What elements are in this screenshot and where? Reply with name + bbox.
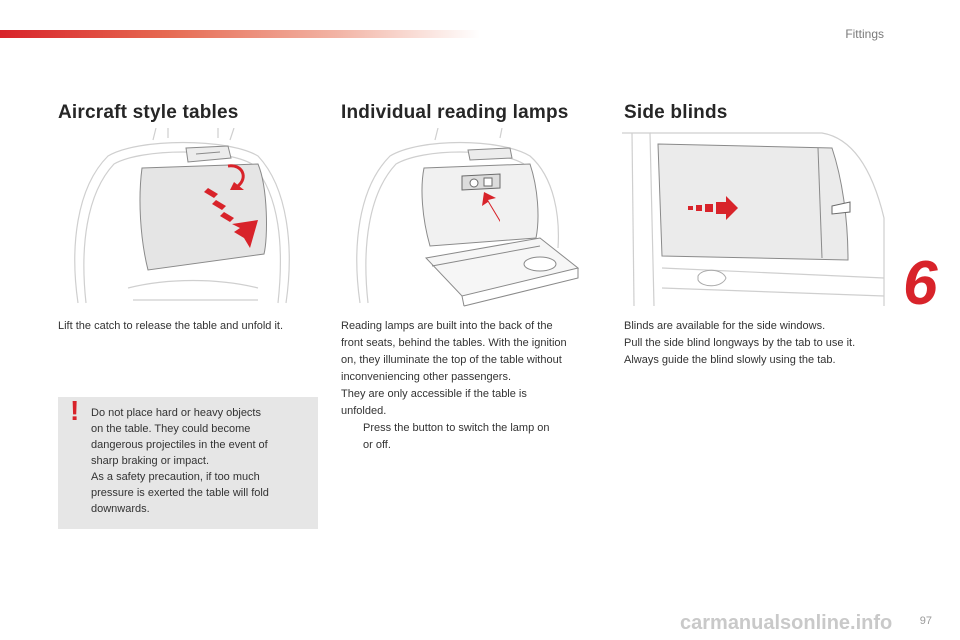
heading-reading-lamps: Individual reading lamps: [341, 102, 569, 123]
seat-table-illustration: [68, 128, 298, 308]
lamps-line: front seats, behind the tables. With the ignition: [341, 337, 567, 349]
reading-lamp-illustration: [350, 128, 590, 308]
bullet-marker: [341, 420, 363, 454]
warning-box: [58, 397, 318, 529]
lamps-line: They are only accessible if the table is: [341, 388, 527, 400]
warning-icon: !: [70, 395, 80, 426]
warning-line: dangerous projectiles in the event of: [91, 439, 268, 451]
warning-line: pressure is exerted the table will fold: [91, 487, 269, 499]
warning-line: As a safety precaution, if too much: [91, 471, 260, 483]
warning-line: on the table. They could become: [91, 423, 251, 435]
watermark: carmanualsonline.info: [680, 612, 893, 634]
blinds-text: [624, 318, 894, 369]
tables-instructions: Lift the catch to release the table and unfold it.: [58, 320, 284, 332]
warning-line: sharp braking or impact.: [91, 455, 209, 467]
section-title: Fittings: [845, 27, 884, 41]
lamps-bullet: [341, 420, 599, 454]
lamps-line: Reading lamps are built into the back of the: [341, 320, 553, 332]
side-blind-illustration: [622, 128, 887, 308]
lamps-line: on, they illuminate the top of the table without: [341, 354, 562, 366]
heading-aircraft-tables: Aircraft style tables: [58, 102, 239, 123]
blinds-line: Always guide the blind slowly using the tab.: [624, 354, 836, 366]
bullet-line: or off.: [363, 439, 391, 451]
header-accent-bar: [0, 30, 480, 38]
lamps-line: unfolded.: [341, 405, 387, 417]
lamps-text: [341, 318, 599, 454]
warning-line: downwards.: [91, 503, 150, 515]
page-number: 97: [919, 615, 932, 627]
lamps-line: inconveniencing other passengers.: [341, 371, 512, 383]
chapter-number: 6: [903, 249, 938, 318]
bullet-text: [363, 420, 550, 454]
bullet-line: Press the button to switch the lamp on: [363, 422, 550, 434]
blinds-line: Pull the side blind longways by the tab to use it.: [624, 337, 856, 349]
warning-line: Do not place hard or heavy objects: [91, 407, 261, 419]
blinds-line: Blinds are available for the side windows.: [624, 320, 826, 332]
heading-side-blinds: Side blinds: [624, 102, 728, 123]
